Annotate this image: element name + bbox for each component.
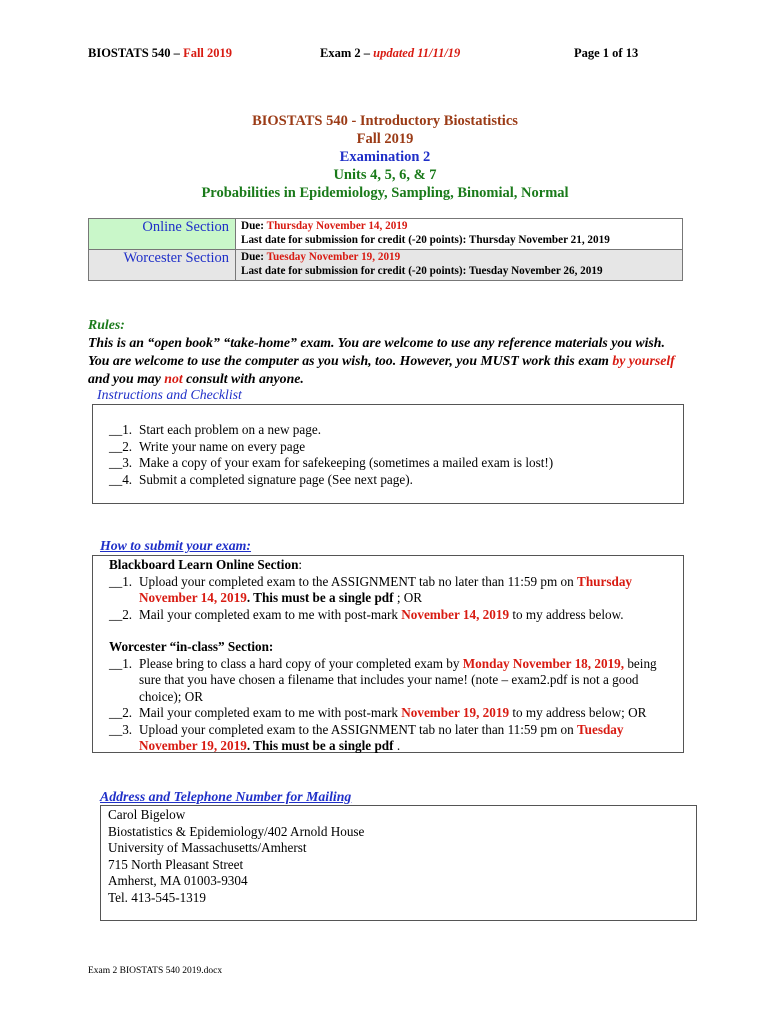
worcester-due-info xyxy=(236,250,683,281)
rules-heading: Rules: xyxy=(88,317,125,332)
worcester-upload-date: Tuesday November 19, 2019 xyxy=(139,721,624,753)
worcester-submit-heading xyxy=(109,639,675,656)
due-dates-table xyxy=(88,218,683,281)
online-submit-list xyxy=(109,574,675,624)
header-exam: Exam 2 – xyxy=(320,46,370,60)
online-submit-item-text: Upload your completed exam to the ASSIGNMENT tab no later than 11:59 pm on xyxy=(139,573,574,589)
online-due-prefix: Due: xyxy=(241,220,264,232)
worcester-mail-item xyxy=(109,705,675,722)
header-center xyxy=(320,46,460,61)
worcester-upload-item xyxy=(109,722,675,755)
header-updated: updated 11/11/19 xyxy=(373,46,461,60)
title-term: Fall 2019 xyxy=(356,131,414,147)
online-submit-heading-text: Blackboard Learn Online Section xyxy=(109,557,299,572)
online-mail-item-num: __2. xyxy=(109,606,133,622)
worcester-inclass-date: Monday November 18, 2019, xyxy=(462,655,625,671)
online-mail-date: November 14, 2019 xyxy=(401,606,510,622)
address-university: University of Massachusetts/Amherst xyxy=(108,840,307,855)
worcester-submit-item xyxy=(109,656,675,706)
rules-not: not xyxy=(164,371,183,386)
online-submit-or: ; OR xyxy=(393,590,423,605)
address-phone: Tel. 413-545-1319 xyxy=(108,889,206,905)
checklist-list xyxy=(109,422,669,488)
rules-text-1: This is an “open book” “take-home” exam. You are welcome to use any reference materials you wish. You are welcome to use the computer as you wish, too. However, you MUST work this exam xyxy=(88,335,665,368)
address-department: Biostatistics & Epidemiology/402 Arnold House xyxy=(108,823,365,839)
header-page-number: Page 1 of 13 xyxy=(574,46,639,60)
online-submit-single-pdf: . This must be a single pdf xyxy=(246,590,394,605)
online-mail-item-text: Mail your completed exam to me with post-mark xyxy=(139,606,398,622)
title-topics: Probabilities in Epidemiology, Sampling, Binomial, Normal xyxy=(201,185,569,201)
worcester-submit-item-text-end: being sure that you have chosen a filename that includes your name! (note – exam2.pdf is not a good choice); OR xyxy=(139,655,657,704)
online-submit-item-num: __1. xyxy=(109,573,133,589)
checklist-heading: Instructions and Checklist xyxy=(97,387,242,402)
online-submit-heading xyxy=(109,557,675,574)
rules-text-2: and you may xyxy=(88,371,161,386)
worcester-late-date: Last date for submission for credit (-20 points): Tuesday November 26, 2019 xyxy=(241,265,603,277)
title-course: BIOSTATS 540 - Introductory Biostatistics xyxy=(252,113,518,129)
online-mail-item-text-end: to my address below. xyxy=(512,606,624,622)
worcester-submit-item-text: Please bring to class a hard copy of your completed exam by xyxy=(139,655,460,671)
online-late-date: Last date for submission for credit (-20 points): Thursday November 21, 2019 xyxy=(241,234,610,246)
worcester-single-pdf: . This must be a single pdf xyxy=(246,738,394,753)
checklist-item-text: Start each problem on a new page. xyxy=(139,422,321,437)
rules-by-yourself: by yourself xyxy=(612,353,675,368)
online-due-info xyxy=(236,219,683,250)
online-submit-heading-colon: : xyxy=(298,557,303,572)
checklist-item-num: __4. xyxy=(109,471,133,487)
submit-heading: How to submit your exam: xyxy=(100,538,252,553)
title-units: Units 4, 5, 6, & 7 xyxy=(333,167,437,183)
worcester-mail-item-num: __2. xyxy=(109,705,133,720)
address-heading: Address and Telephone Number for Mailing xyxy=(100,789,352,804)
rules-section xyxy=(88,316,688,388)
checklist-item xyxy=(109,439,669,456)
online-due-date: Thursday November 14, 2019 xyxy=(266,220,408,232)
header-course: BIOSTATS 540 – xyxy=(88,46,180,60)
checklist-item-num: __1. xyxy=(109,422,133,437)
worcester-due-prefix: Due: xyxy=(241,251,264,263)
checklist-item-text: Submit a completed signature page (See next page). xyxy=(139,471,413,487)
footer-filename: Exam 2 BIOSTATS 540 2019.docx xyxy=(88,966,223,976)
header-left xyxy=(88,46,232,61)
worcester-due-date: Tuesday November 19, 2019 xyxy=(266,251,401,263)
address-name: Carol Bigelow xyxy=(108,807,186,822)
header-term: Fall 2019 xyxy=(183,46,233,60)
address-street: 715 North Pleasant Street xyxy=(108,856,244,872)
checklist-box xyxy=(92,404,684,504)
address-lines xyxy=(108,807,364,906)
worcester-submit-heading-text: Worcester “in-class” Section: xyxy=(109,639,274,654)
due-row-online xyxy=(89,219,683,250)
worcester-upload-item-text: Upload your completed exam to the ASSIGNMENT tab no later than 11:59 pm on xyxy=(139,721,574,737)
worcester-mail-date: November 19, 2019 xyxy=(401,705,510,720)
address-box xyxy=(100,805,697,921)
online-submit-date: Thursday November 14, 2019 xyxy=(139,573,633,605)
title-exam: Examination 2 xyxy=(339,149,431,165)
checklist-item-text: Write your name on every page xyxy=(139,438,306,454)
online-section-label: Online Section xyxy=(89,219,236,250)
submit-box xyxy=(92,555,684,753)
checklist-item-num: __3. xyxy=(109,455,133,470)
checklist-item-text: Make a copy of your exam for safekeeping (sometimes a mailed exam is lost!) xyxy=(139,455,554,470)
checklist-item xyxy=(109,472,669,489)
checklist-item xyxy=(109,422,669,439)
checklist-item-num: __2. xyxy=(109,438,133,454)
worcester-submit-list xyxy=(109,656,675,755)
worcester-upload-item-num: __3. xyxy=(109,721,133,737)
rules-text xyxy=(88,334,688,388)
worcester-submit-item-num: __1. xyxy=(109,655,133,671)
worcester-upload-end: . xyxy=(393,738,401,753)
worcester-mail-item-text-end: to my address below; OR xyxy=(512,705,647,720)
due-row-worcester xyxy=(89,250,683,281)
worcester-section-label: Worcester Section xyxy=(89,250,236,281)
checklist-item xyxy=(109,455,669,472)
online-submit-item xyxy=(109,574,675,607)
rules-text-3: consult with anyone. xyxy=(186,371,304,386)
worcester-mail-item-text: Mail your completed exam to me with post-mark xyxy=(139,705,398,720)
online-mail-item xyxy=(109,607,675,624)
submit-content xyxy=(109,557,675,755)
address-city: Amherst, MA 01003-9304 xyxy=(108,873,248,888)
